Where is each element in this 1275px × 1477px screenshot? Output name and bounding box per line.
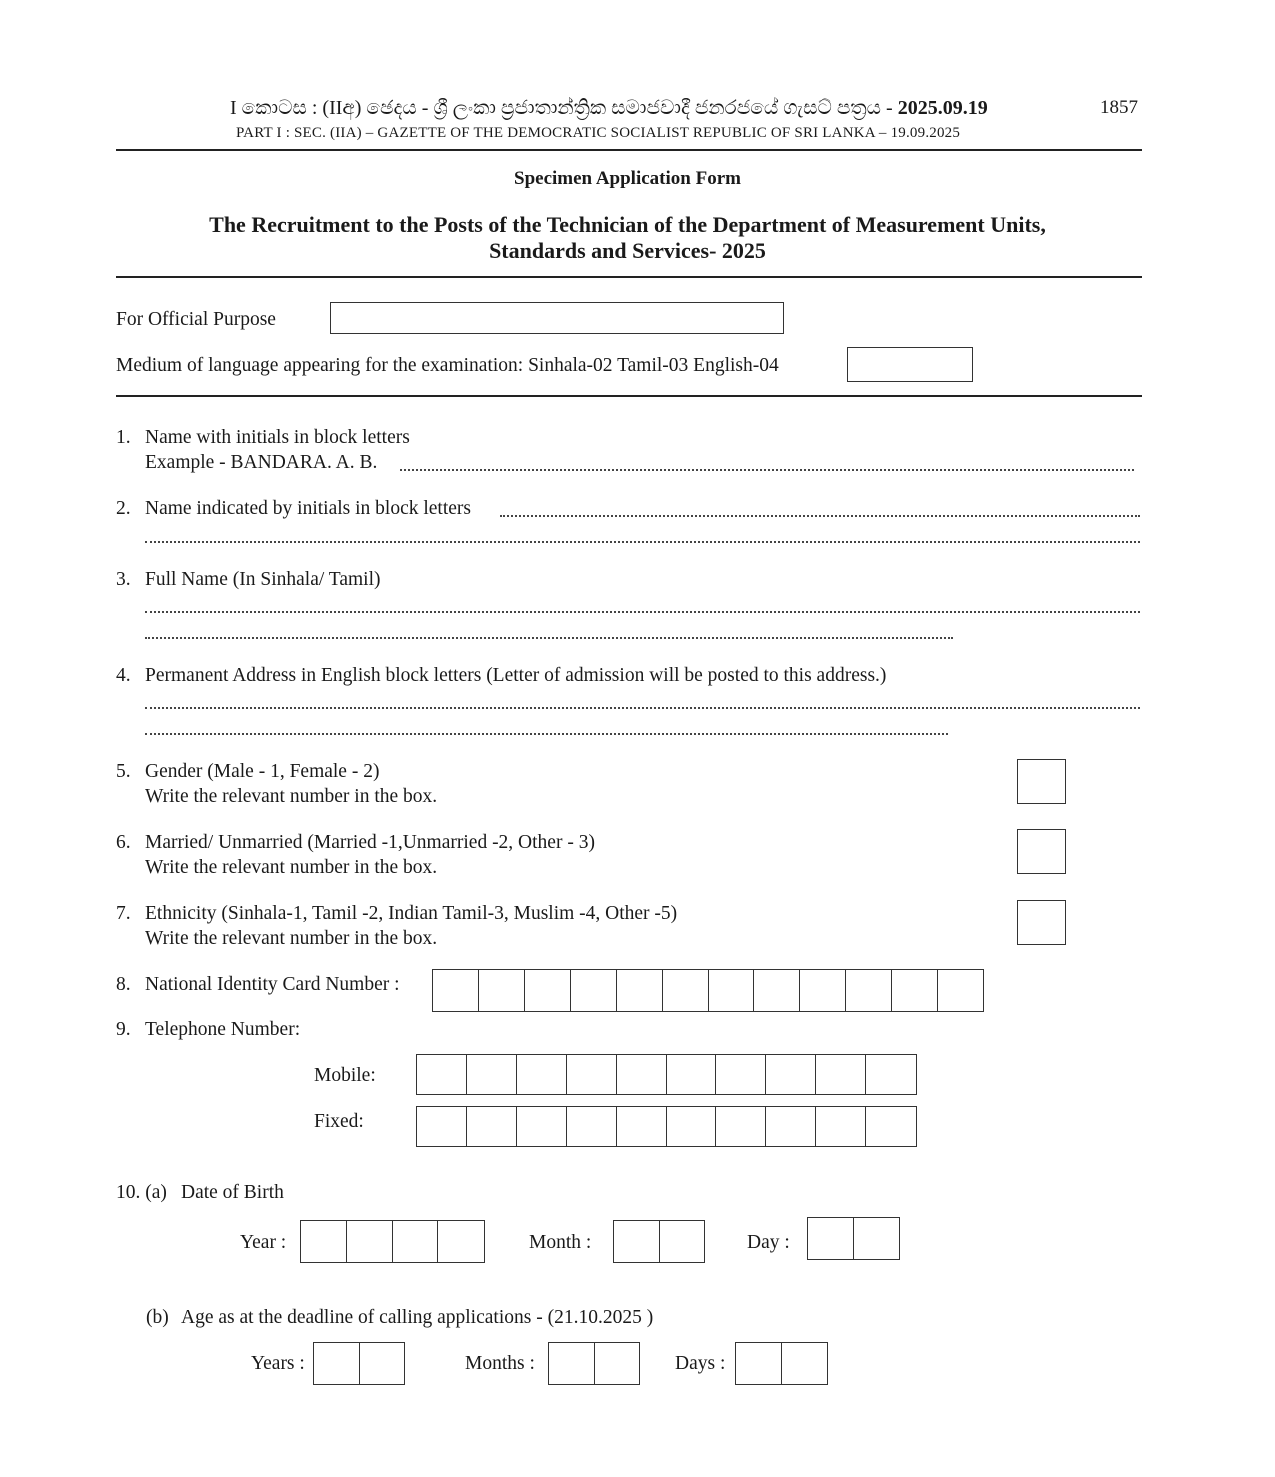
q1-example: Example - BANDARA. A. B.	[145, 452, 378, 473]
page-number: 1857	[1100, 97, 1138, 118]
dob-year-cell[interactable]	[347, 1221, 393, 1262]
age-days-cell[interactable]	[782, 1343, 829, 1384]
official-purpose-box[interactable]	[330, 302, 784, 334]
dob-month-label: Month :	[529, 1232, 592, 1253]
specimen-label: Specimen Application Form	[514, 168, 741, 189]
q3-answer-line-2[interactable]	[145, 635, 953, 639]
mobile-cell[interactable]	[667, 1055, 717, 1094]
mobile-cell[interactable]	[866, 1055, 917, 1094]
dob-year-cell[interactable]	[301, 1221, 347, 1262]
fixed-cell[interactable]	[617, 1107, 667, 1146]
dob-year-cell[interactable]	[438, 1221, 485, 1262]
mobile-cell[interactable]	[567, 1055, 617, 1094]
q1-number: 1.	[116, 427, 131, 448]
dob-year-label: Year :	[240, 1232, 287, 1253]
fixed-cell[interactable]	[667, 1107, 717, 1146]
q10-number: 10. (a)	[116, 1182, 167, 1203]
nic-cell[interactable]	[663, 970, 709, 1011]
age-months-cell[interactable]	[549, 1343, 595, 1384]
mobile-cell[interactable]	[417, 1055, 467, 1094]
nic-cell[interactable]	[525, 970, 571, 1011]
q10b-label: Age as at the deadline of calling applications - (21.10.2025 )	[181, 1307, 654, 1328]
age-months-cell[interactable]	[595, 1343, 641, 1384]
fixed-cell[interactable]	[816, 1107, 866, 1146]
gazette-header-sinhala	[230, 97, 988, 120]
title-divider	[116, 276, 1142, 278]
dob-year-cell[interactable]	[393, 1221, 439, 1262]
gender-box[interactable]	[1017, 759, 1066, 804]
nic-cell[interactable]	[709, 970, 755, 1011]
dob-month-cell[interactable]	[660, 1221, 706, 1262]
mobile-number-grid[interactable]	[416, 1054, 917, 1095]
q7-number: 7.	[116, 903, 131, 924]
age-days-grid[interactable]	[735, 1342, 828, 1385]
age-days-cell[interactable]	[736, 1343, 782, 1384]
dob-day-label: Day :	[747, 1232, 790, 1253]
q5-number: 5.	[116, 761, 131, 782]
q10a-label: Date of Birth	[181, 1182, 284, 1203]
form-title-line2: Standards and Services- 2025	[489, 238, 766, 263]
mobile-cell[interactable]	[517, 1055, 567, 1094]
fixed-cell[interactable]	[866, 1107, 917, 1146]
q9-label: Telephone Number:	[145, 1019, 301, 1040]
dob-year-grid[interactable]	[300, 1220, 485, 1263]
dob-day-grid[interactable]	[807, 1217, 900, 1260]
mobile-cell[interactable]	[467, 1055, 517, 1094]
gazette-header-english: PART I : SEC. (IIA) – GAZETTE OF THE DEMOCRATIC SOCIALIST REPUBLIC OF SRI LANKA – 19.09.2025	[236, 125, 961, 141]
q2-number: 2.	[116, 498, 131, 519]
marital-status-box[interactable]	[1017, 829, 1066, 874]
q3-label: Full Name (In Sinhala/ Tamil)	[145, 569, 381, 590]
q10b-number: (b)	[146, 1307, 169, 1328]
fixed-label: Fixed:	[314, 1111, 364, 1132]
medium-box[interactable]	[847, 347, 973, 382]
nic-cell[interactable]	[800, 970, 846, 1011]
dob-month-grid[interactable]	[613, 1220, 705, 1263]
q9-number: 9.	[116, 1019, 131, 1040]
mobile-cell[interactable]	[716, 1055, 766, 1094]
nic-cell[interactable]	[617, 970, 663, 1011]
mobile-cell[interactable]	[766, 1055, 816, 1094]
q8-label: National Identity Card Number :	[145, 974, 400, 995]
fixed-cell[interactable]	[517, 1107, 567, 1146]
q2-answer-line-2[interactable]	[145, 539, 1140, 543]
nic-cell[interactable]	[754, 970, 800, 1011]
dob-day-cell[interactable]	[854, 1218, 901, 1259]
nic-number-grid[interactable]	[432, 969, 984, 1012]
q6-hint: Write the relevant number in the box.	[145, 857, 438, 878]
fixed-cell[interactable]	[417, 1107, 467, 1146]
mobile-cell[interactable]	[816, 1055, 866, 1094]
medium-label: Medium of language appearing for the examination: Sinhala-02 Tamil-03 English-04	[116, 355, 779, 376]
fixed-cell[interactable]	[467, 1107, 517, 1146]
age-years-grid[interactable]	[313, 1342, 405, 1385]
q4-answer-line-2[interactable]	[145, 731, 948, 735]
age-years-cell[interactable]	[314, 1343, 360, 1384]
q2-label: Name indicated by initials in block letters	[145, 498, 471, 519]
nic-cell[interactable]	[846, 970, 892, 1011]
q1-label: Name with initials in block letters	[145, 427, 410, 448]
ethnicity-box[interactable]	[1017, 900, 1066, 945]
q4-answer-line-1[interactable]	[145, 705, 1140, 709]
fixed-number-grid[interactable]	[416, 1106, 917, 1147]
nic-cell[interactable]	[433, 970, 479, 1011]
q6-number: 6.	[116, 832, 131, 853]
form-title	[0, 212, 1255, 264]
q4-number: 4.	[116, 665, 131, 686]
age-months-grid[interactable]	[548, 1342, 640, 1385]
form-title-line1: The Recruitment to the Posts of the Technician of the Department of Measurement Units,	[209, 212, 1046, 237]
q7-hint: Write the relevant number in the box.	[145, 928, 438, 949]
q4-label: Permanent Address in English block letters (Letter of admission will be posted to this address.)	[145, 665, 887, 686]
q2-answer-line-1[interactable]	[500, 513, 1140, 517]
official-divider	[116, 395, 1142, 397]
age-months-label: Months :	[465, 1353, 535, 1374]
age-days-label: Days :	[675, 1353, 726, 1374]
q3-number: 3.	[116, 569, 131, 590]
dob-day-cell[interactable]	[808, 1218, 854, 1259]
q3-answer-line-1[interactable]	[145, 609, 1140, 613]
dob-month-cell[interactable]	[614, 1221, 660, 1262]
fixed-cell[interactable]	[567, 1107, 617, 1146]
q5-hint: Write the relevant number in the box.	[145, 786, 438, 807]
nic-cell[interactable]	[892, 970, 938, 1011]
q5-label: Gender (Male - 1, Female - 2)	[145, 761, 380, 782]
header-divider	[116, 149, 1142, 151]
nic-cell[interactable]	[479, 970, 525, 1011]
q1-answer-line[interactable]	[400, 467, 1134, 471]
gazette-header-sinhala-text: I කොටස : (IIඅ) ඡෙදය - ශ්‍රී ලංකා ප්‍රජාතාන්ත්‍රික සමාජවාදී ජනරජයේ ගැසට් පත්‍රය -	[230, 97, 898, 119]
q8-number: 8.	[116, 974, 131, 995]
age-years-label: Years :	[251, 1353, 305, 1374]
q7-label: Ethnicity (Sinhala-1, Tamil -2, Indian Tamil-3, Muslim -4, Other -5)	[145, 903, 678, 924]
fixed-cell[interactable]	[716, 1107, 766, 1146]
q6-label: Married/ Unmarried (Married -1,Unmarried -2, Other - 3)	[145, 832, 595, 853]
nic-cell[interactable]	[571, 970, 617, 1011]
mobile-label: Mobile:	[314, 1065, 376, 1086]
age-years-cell[interactable]	[360, 1343, 406, 1384]
gazette-header-date: 2025.09.19	[897, 97, 988, 119]
mobile-cell[interactable]	[617, 1055, 667, 1094]
official-purpose-label: For Official Purpose	[116, 309, 276, 330]
nic-cell[interactable]	[938, 970, 984, 1011]
fixed-cell[interactable]	[766, 1107, 816, 1146]
